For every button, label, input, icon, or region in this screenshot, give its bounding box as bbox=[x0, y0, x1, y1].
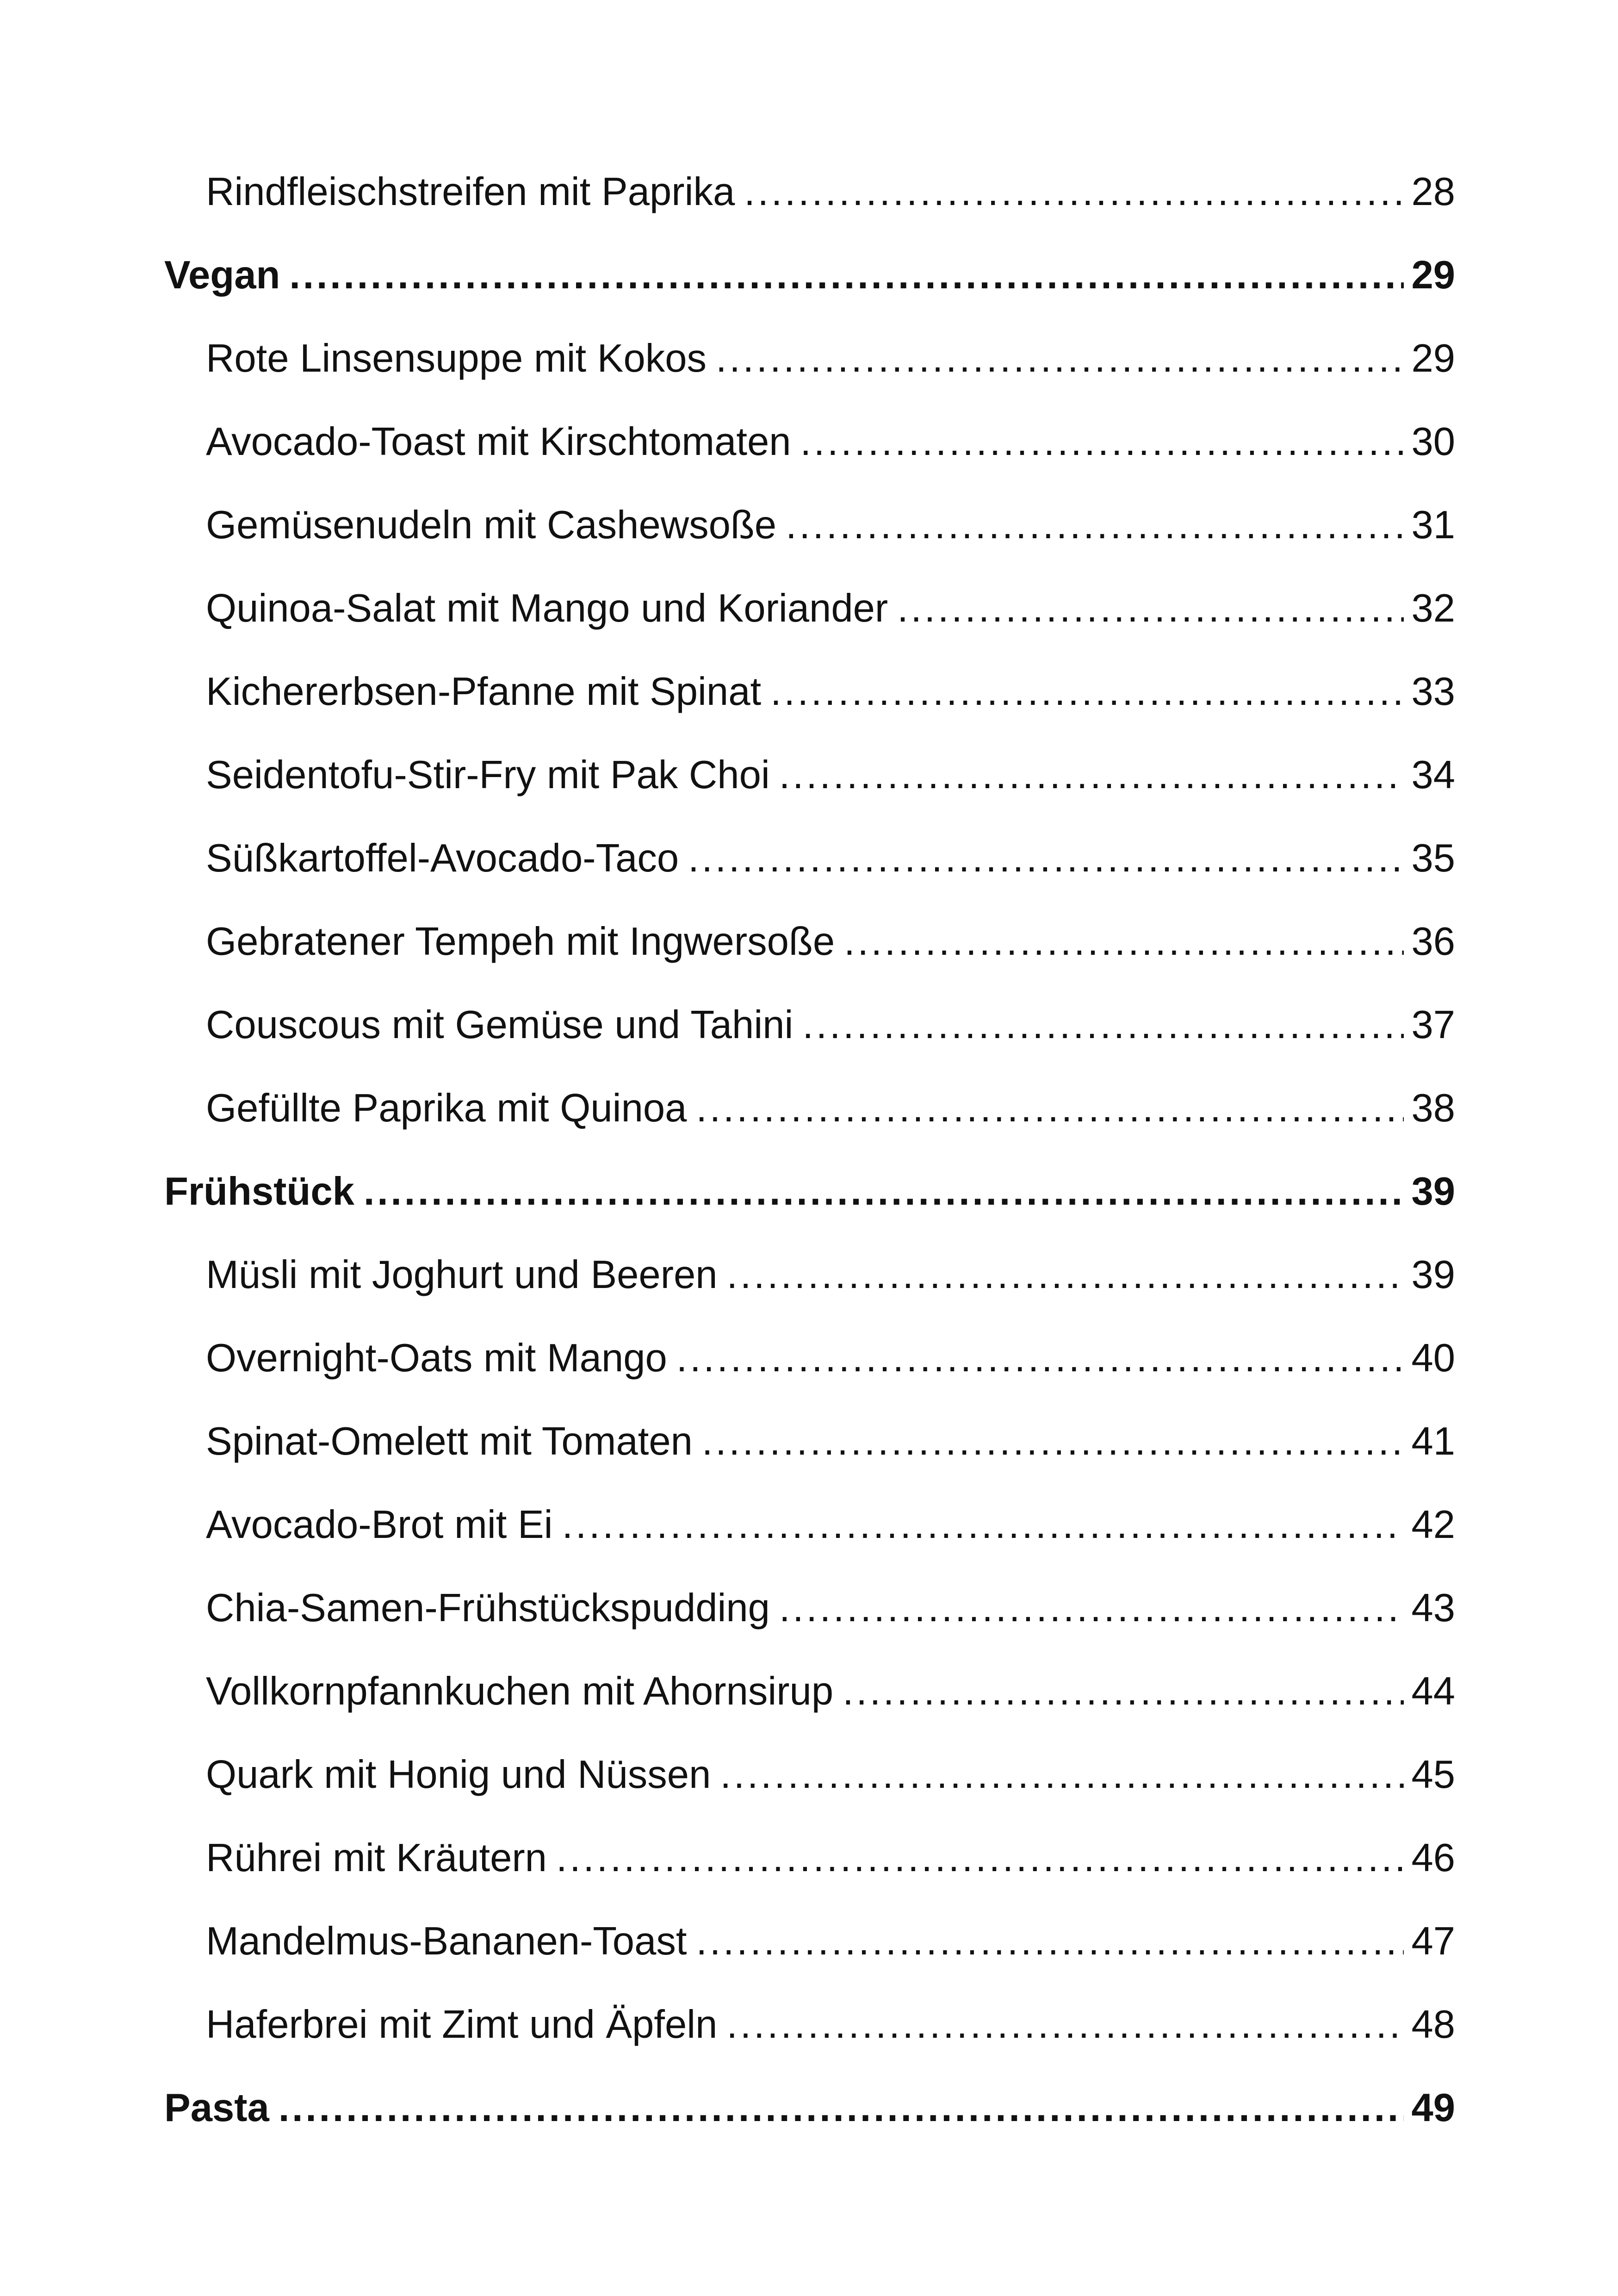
dot-leader bbox=[720, 1745, 1404, 1805]
dot-leader bbox=[770, 662, 1404, 722]
toc-entry-page: 39 bbox=[1411, 1253, 1455, 1297]
toc-section-title: Vegan bbox=[164, 253, 280, 297]
toc-recipe-overnight-oats[interactable] bbox=[206, 1328, 1455, 1388]
toc-entry-title: Avocado-Brot mit Ei bbox=[206, 1503, 553, 1547]
toc-recipe-couscous[interactable] bbox=[206, 995, 1455, 1055]
toc-entry-page: 46 bbox=[1411, 1836, 1455, 1880]
dot-leader bbox=[562, 1495, 1404, 1555]
toc-entry-title: Couscous mit Gemüse und Tahini bbox=[206, 1003, 794, 1047]
toc-section-page: 49 bbox=[1411, 2086, 1455, 2130]
dot-leader bbox=[744, 162, 1404, 222]
dot-leader bbox=[897, 579, 1404, 639]
toc-entry-page: 33 bbox=[1411, 670, 1455, 714]
toc-section-page: 39 bbox=[1411, 1170, 1455, 1213]
toc-recipe-gefuellte-paprika[interactable] bbox=[206, 1078, 1455, 1139]
toc-recipe-quark[interactable] bbox=[206, 1745, 1455, 1805]
toc-entry-page: 48 bbox=[1411, 2003, 1455, 2047]
toc-entry-title: Quinoa-Salat mit Mango und Koriander bbox=[206, 586, 888, 630]
toc-recipe-avocado-brot[interactable] bbox=[206, 1495, 1455, 1555]
toc-recipe-rindfleischstreifen[interactable] bbox=[206, 162, 1455, 222]
dot-leader bbox=[843, 1661, 1404, 1722]
toc-entry-page: 31 bbox=[1411, 503, 1455, 547]
toc-entry-title: Kichererbsen-Pfanne mit Spinat bbox=[206, 670, 762, 714]
toc-entry-page: 38 bbox=[1411, 1086, 1455, 1130]
dot-leader bbox=[779, 745, 1404, 805]
dot-leader bbox=[696, 1911, 1404, 1972]
toc-recipe-seidentofu-stir-fry[interactable] bbox=[206, 745, 1455, 805]
toc-entry-title: Overnight-Oats mit Mango bbox=[206, 1336, 667, 1380]
toc-entry-page: 43 bbox=[1411, 1586, 1455, 1630]
toc-recipe-suesskartoffel-taco[interactable] bbox=[206, 828, 1455, 889]
toc-recipe-spinat-omelett[interactable] bbox=[206, 1412, 1455, 1472]
toc-entry-title: Rote Linsensuppe mit Kokos bbox=[206, 336, 707, 380]
dot-leader bbox=[716, 329, 1404, 389]
toc-recipe-muesli[interactable] bbox=[206, 1245, 1455, 1305]
toc-recipe-quinoa-salat[interactable] bbox=[206, 579, 1455, 639]
toc-entry-title: Müsli mit Joghurt und Beeren bbox=[206, 1253, 718, 1297]
dot-leader bbox=[727, 1245, 1404, 1305]
toc-entry-page: 40 bbox=[1411, 1336, 1455, 1380]
toc-entry-title: Rührei mit Kräutern bbox=[206, 1836, 547, 1880]
toc-entry-title: Seidentofu-Stir-Fry mit Pak Choi bbox=[206, 753, 770, 797]
toc-entry-title: Gebratener Tempeh mit Ingwersoße bbox=[206, 920, 835, 964]
toc-entry-page: 47 bbox=[1411, 1919, 1455, 1963]
toc-entry-title: Avocado-Toast mit Kirschtomaten bbox=[206, 420, 791, 464]
toc-entry-page: 44 bbox=[1411, 1669, 1455, 1713]
dot-leader bbox=[802, 995, 1404, 1055]
toc-section-title: Frühstück bbox=[164, 1170, 354, 1213]
toc-entry-title: Gemüsenudeln mit Cashewsoße bbox=[206, 503, 777, 547]
toc-entry-page: 30 bbox=[1411, 420, 1455, 464]
toc-entry-title: Spinat-Omelett mit Tomaten bbox=[206, 1419, 693, 1463]
dot-leader bbox=[688, 828, 1404, 889]
dot-leader bbox=[844, 912, 1404, 972]
toc-recipe-gebratener-tempeh[interactable] bbox=[206, 912, 1455, 972]
toc-recipe-mandelmus-toast[interactable] bbox=[206, 1911, 1455, 1972]
toc-entry-page: 35 bbox=[1411, 836, 1455, 880]
toc-recipe-haferbrei[interactable] bbox=[206, 1995, 1455, 2055]
toc-recipe-chia-pudding[interactable] bbox=[206, 1578, 1455, 1638]
dot-leader bbox=[556, 1828, 1404, 1888]
toc-entry-page: 32 bbox=[1411, 586, 1455, 630]
toc-entry-title: Quark mit Honig und Nüssen bbox=[206, 1753, 711, 1797]
dot-leader bbox=[364, 1162, 1404, 1222]
toc-entry-page: 37 bbox=[1411, 1003, 1455, 1047]
toc-recipe-vollkornpfannkuchen[interactable] bbox=[206, 1661, 1455, 1722]
toc-section-page: 29 bbox=[1411, 253, 1455, 297]
dot-leader bbox=[779, 1578, 1404, 1638]
toc-recipe-avocado-toast[interactable] bbox=[206, 412, 1455, 472]
toc-recipe-kichererbsen-pfanne[interactable] bbox=[206, 662, 1455, 722]
dot-leader bbox=[289, 245, 1404, 305]
toc-entry-title: Gefüllte Paprika mit Quinoa bbox=[206, 1086, 687, 1130]
dot-leader bbox=[786, 495, 1404, 555]
toc-entry-page: 34 bbox=[1411, 753, 1455, 797]
dot-leader bbox=[702, 1412, 1404, 1472]
dot-leader bbox=[800, 412, 1404, 472]
toc-section-fruehstueck[interactable] bbox=[164, 1162, 1455, 1222]
toc-entry-page: 36 bbox=[1411, 920, 1455, 964]
toc-entry-title: Haferbrei mit Zimt und Äpfeln bbox=[206, 2003, 718, 2047]
toc-section-vegan[interactable] bbox=[164, 245, 1455, 305]
toc-entry-title: Süßkartoffel-Avocado-Taco bbox=[206, 836, 679, 880]
dot-leader bbox=[696, 1078, 1404, 1139]
toc-recipe-ruehrei[interactable] bbox=[206, 1828, 1455, 1888]
toc-entry-title: Chia-Samen-Frühstückspudding bbox=[206, 1586, 770, 1630]
dot-leader bbox=[279, 2078, 1404, 2138]
toc-section-pasta[interactable] bbox=[164, 2078, 1455, 2138]
toc-entry-title: Vollkornpfannkuchen mit Ahornsirup bbox=[206, 1669, 834, 1713]
toc-entry-page: 28 bbox=[1411, 170, 1455, 214]
toc-recipe-rote-linsensuppe[interactable] bbox=[206, 329, 1455, 389]
toc-entry-title: Rindfleischstreifen mit Paprika bbox=[206, 170, 735, 214]
toc-section-title: Pasta bbox=[164, 2086, 269, 2130]
toc-entry-page: 41 bbox=[1411, 1419, 1455, 1463]
dot-leader bbox=[726, 1995, 1404, 2055]
toc-entry-title: Mandelmus-Bananen-Toast bbox=[206, 1919, 687, 1963]
toc-entry-page: 42 bbox=[1411, 1503, 1455, 1547]
toc-entry-page: 29 bbox=[1411, 336, 1455, 380]
dot-leader bbox=[676, 1328, 1404, 1388]
toc-entry-page: 45 bbox=[1411, 1753, 1455, 1797]
toc-recipe-gemuesenudeln[interactable] bbox=[206, 495, 1455, 555]
